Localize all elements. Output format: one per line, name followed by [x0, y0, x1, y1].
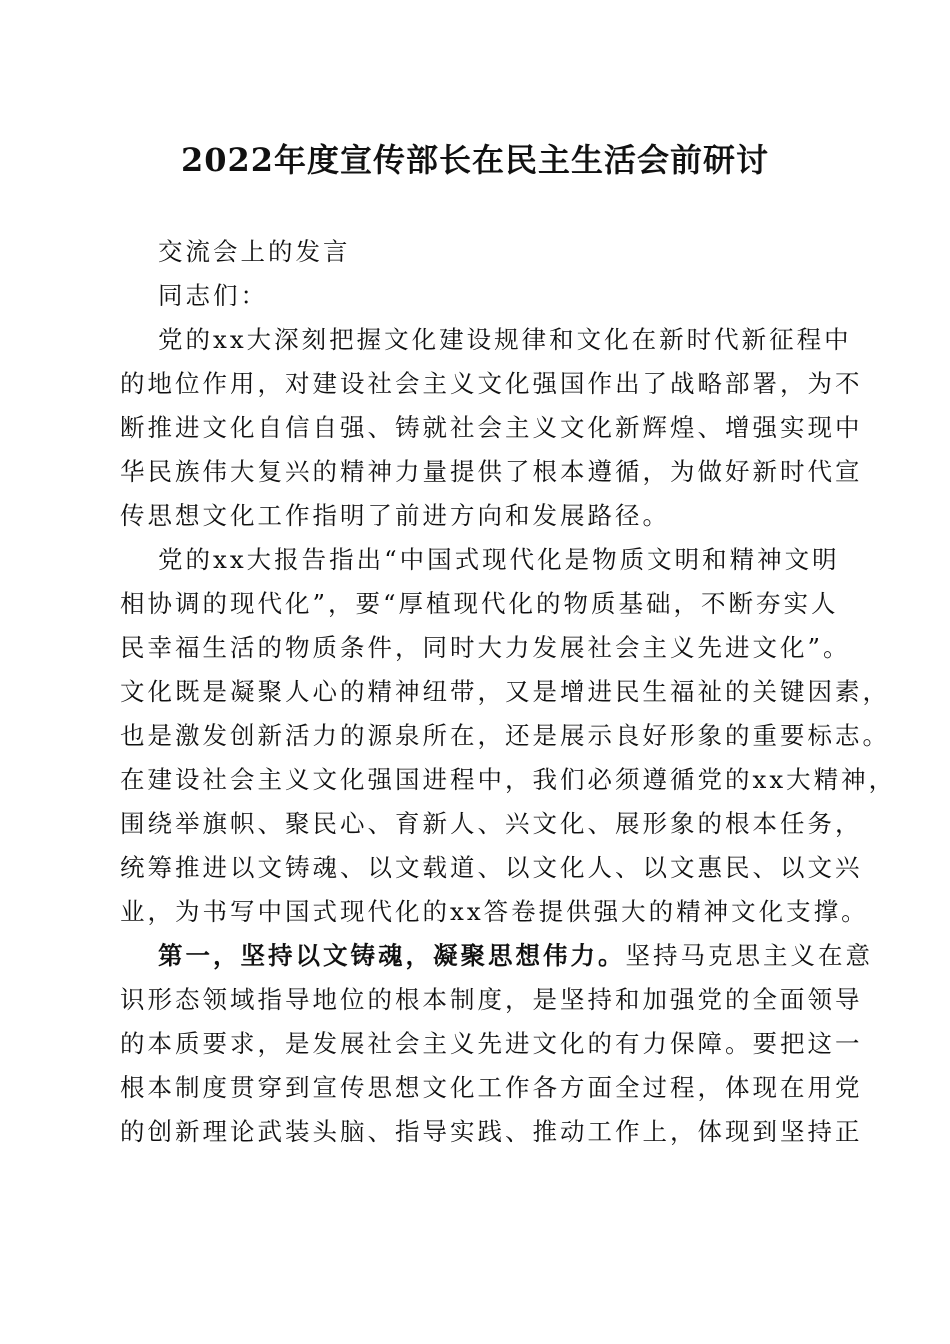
- salutation-line: 同志们：: [158, 281, 268, 310]
- paragraph-1-line: 传思想文化工作指明了前进方向和发展路径。: [120, 501, 670, 530]
- paragraph-1-line: 断推进文化自信自强、铸就社会主义文化新辉煌、增强实现中: [120, 413, 863, 442]
- section-1-first-line: [120, 934, 873, 978]
- section-1-line: 根本制度贯穿到宣传思想文化工作各方面全过程，体现在用党: [120, 1073, 863, 1102]
- paragraph-2-line: 也是激发创新活力的源泉所在，还是展示良好形象的重要标志。: [120, 721, 890, 750]
- paragraph-2-line: 相协调的现代化”，要“厚植现代化的物质基础，不断夯实人: [120, 589, 839, 618]
- paragraph-2-line: 文化既是凝聚人心的精神纽带，又是增进民生福祉的关键因素，: [120, 677, 890, 706]
- paragraph-1-line: 的地位作用，对建设社会主义文化强国作出了战略部署，为不: [120, 369, 863, 398]
- paragraph-2-line: 业，为书写中国式现代化的xx答卷提供强大的精神文化支撑。: [120, 897, 869, 926]
- paragraph-2-line: 在建设社会主义文化强国进程中，我们必须遵循党的xx大精神，: [120, 765, 897, 794]
- paragraph-1-line: 华民族伟大复兴的精神力量提供了根本遵循，为做好新时代宣: [120, 457, 863, 486]
- subtitle-line: 交流会上的发言: [158, 237, 351, 266]
- section-1-line: 识形态领域指导地位的根本制度，是坚持和加强党的全面领导: [120, 985, 863, 1014]
- document-title: 2022年度宣传部长在民主生活会前研讨: [180, 141, 770, 179]
- section-1-line: 的本质要求，是发展社会主义先进文化的有力保障。要把这一: [120, 1029, 863, 1058]
- section-1-line: 的创新理论武装头脑、指导实践、推动工作上，体现到坚持正: [120, 1117, 863, 1146]
- paragraph-2-line: 民幸福生活的物质条件，同时大力发展社会主义先进文化”。: [120, 633, 851, 662]
- paragraph-1-line: 党的xx大深刻把握文化建设规律和文化在新时代新征程中: [158, 325, 852, 354]
- section-1-first-line-text: 坚持马克思主义在意: [625, 941, 873, 970]
- section-1-heading: 第一，坚持以文铸魂，凝聚思想伟力。: [158, 941, 626, 970]
- paragraph-2-line: 统筹推进以文铸魂、以文载道、以文化人、以文惠民、以文兴: [120, 853, 863, 882]
- document-body: [120, 230, 897, 1154]
- paragraph-2-line: 党的xx大报告指出“中国式现代化是物质文明和精神文明: [158, 545, 840, 574]
- paragraph-2-line: 围绕举旗帜、聚民心、育新人、兴文化、展形象的根本任务，: [120, 809, 863, 838]
